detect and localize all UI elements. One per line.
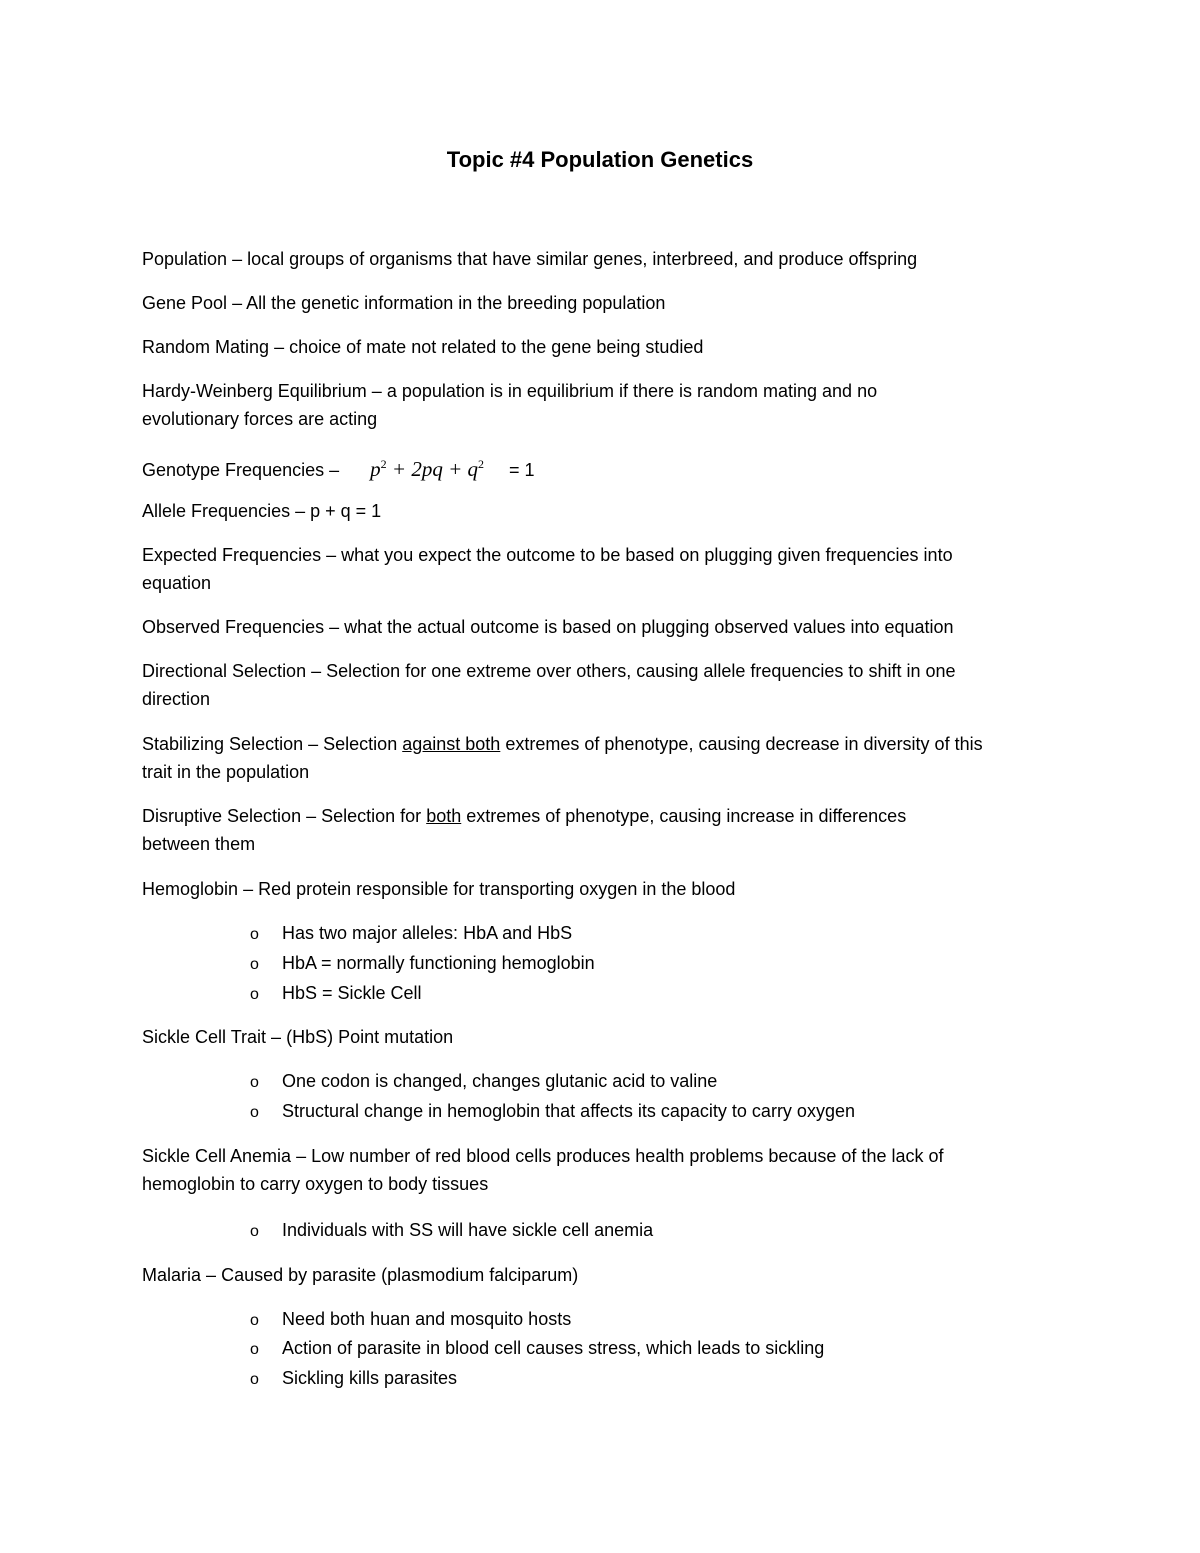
dash: – xyxy=(232,249,243,269)
entry-allele-frequencies xyxy=(142,497,1072,525)
bullet-icon: o xyxy=(250,986,259,1003)
term: Genotype Frequencies xyxy=(142,460,325,480)
definition-line-2: hemoglobin to carry oxygen to body tissues xyxy=(142,1174,489,1194)
term: Random Mating xyxy=(142,337,270,357)
definition: (HbS) Point mutation xyxy=(286,1027,454,1047)
definition-line-2: equation xyxy=(142,573,212,593)
definition-emphasis: against both xyxy=(402,734,501,754)
dash: – xyxy=(232,293,243,313)
term: Directional Selection xyxy=(142,661,307,681)
term: Expected Frequencies xyxy=(142,545,322,565)
list-item: o One codon is changed, changes glutanic acid to valine xyxy=(250,1067,717,1097)
dash: – xyxy=(271,1027,282,1047)
dash: – xyxy=(329,617,340,637)
dash: – xyxy=(206,1265,217,1285)
term: Observed Frequencies xyxy=(142,617,325,637)
definition: All the genetic information in the breeding population xyxy=(246,293,666,313)
list-item: o HbA = normally functioning hemoglobin xyxy=(250,949,595,979)
definition-post: extremes of phenotype, causing increase in differences xyxy=(466,806,907,826)
entry-hemoglobin xyxy=(142,875,1072,903)
definition-pre: Selection xyxy=(323,734,398,754)
definition: local groups of organisms that have similar genes, interbreed, and produce offspring xyxy=(247,249,918,269)
term: Gene Pool xyxy=(142,293,228,313)
entry-stabilizing-selection xyxy=(142,730,1072,786)
definition-post: extremes of phenotype, causing decrease in diversity of this xyxy=(505,734,983,754)
definition-line-1: Selection for one extreme over others, causing allele frequencies to shift in one xyxy=(326,661,956,681)
dash: – xyxy=(371,381,382,401)
dash: – xyxy=(308,734,319,754)
definition-emphasis: both xyxy=(426,806,462,826)
bullet-icon: o xyxy=(250,956,259,973)
hardy-weinberg-equation: $p^2 + 2pq + q^2$ xyxy=(370,457,484,481)
entry-sickle-cell-trait xyxy=(142,1023,1072,1051)
definition-line-1: Low number of red blood cells produces health problems because of the lack of xyxy=(311,1146,944,1166)
term: Malaria xyxy=(142,1265,202,1285)
definition-line-2: direction xyxy=(142,689,211,709)
entry-expected-frequencies xyxy=(142,541,1072,597)
bullet-icon: o xyxy=(250,1312,259,1329)
term: Population xyxy=(142,249,228,269)
bullet-icon: o xyxy=(250,1074,259,1091)
list-item: o Sickling kills parasites xyxy=(250,1364,457,1394)
definition-line-2: between them xyxy=(142,834,256,854)
entry-hardy-weinberg xyxy=(142,377,1072,433)
list-item: o Structural change in hemoglobin that affects its capacity to carry oxygen xyxy=(250,1097,855,1127)
definition: choice of mate not related to the gene being studied xyxy=(289,337,704,357)
dash: – xyxy=(311,661,322,681)
bullet-icon: o xyxy=(250,926,259,943)
entry-genotype-frequencies xyxy=(142,450,1072,484)
entry-directional-selection xyxy=(142,657,1072,713)
entry-observed-frequencies xyxy=(142,613,1072,641)
entry-sickle-cell-anemia xyxy=(142,1142,1072,1198)
definition-line-1: a population is in equilibrium if there is random mating and no xyxy=(386,381,878,401)
term: Disruptive Selection xyxy=(142,806,302,826)
equation-result: = 1 xyxy=(509,460,535,480)
term: Allele Frequencies xyxy=(142,501,291,521)
bullet-icon: o xyxy=(250,1223,259,1240)
bullet-icon: o xyxy=(250,1341,259,1358)
definition: p + q = 1 xyxy=(310,501,382,521)
entry-malaria xyxy=(142,1261,1072,1289)
definition: what the actual outcome is based on plugging observed values into equation xyxy=(344,617,954,637)
term: Sickle Cell Anemia xyxy=(142,1146,292,1166)
list-item: o Need both huan and mosquito hosts xyxy=(250,1305,571,1335)
definition-pre: Selection for xyxy=(321,806,422,826)
term: Sickle Cell Trait xyxy=(142,1027,267,1047)
term: Hardy-Weinberg Equilibrium xyxy=(142,381,367,401)
term: Hemoglobin xyxy=(142,879,239,899)
page-title: Topic #4 Population Genetics xyxy=(446,147,754,172)
list-item: o HbS = Sickle Cell xyxy=(250,979,422,1009)
dash: – xyxy=(306,806,317,826)
list-item: o Individuals with SS will have sickle cell anemia xyxy=(250,1216,653,1246)
dash: – xyxy=(295,501,306,521)
definition-line-1: what you expect the outcome to be based on plugging given frequencies into xyxy=(341,545,953,565)
definition-line-2: trait in the population xyxy=(142,762,310,782)
definition: Red protein responsible for transporting oxygen in the blood xyxy=(258,879,736,899)
entry-gene-pool xyxy=(142,289,1072,317)
dash: – xyxy=(329,460,340,480)
dash: – xyxy=(243,879,254,899)
entry-disruptive-selection xyxy=(142,802,1072,858)
dash: – xyxy=(274,337,285,357)
term: Stabilizing Selection xyxy=(142,734,304,754)
dash: – xyxy=(326,545,337,565)
definition-line-2: evolutionary forces are acting xyxy=(142,409,378,429)
list-item: o Has two major alleles: HbA and HbS xyxy=(250,919,572,949)
bullet-icon: o xyxy=(250,1104,259,1121)
entry-population xyxy=(142,245,1072,273)
entry-random-mating xyxy=(142,333,1072,361)
bullet-icon: o xyxy=(250,1371,259,1388)
dash: – xyxy=(296,1146,307,1166)
definition: Caused by parasite (plasmodium falciparum) xyxy=(221,1265,579,1285)
list-item: o Action of parasite in blood cell causes stress, which leads to sickling xyxy=(250,1334,824,1364)
